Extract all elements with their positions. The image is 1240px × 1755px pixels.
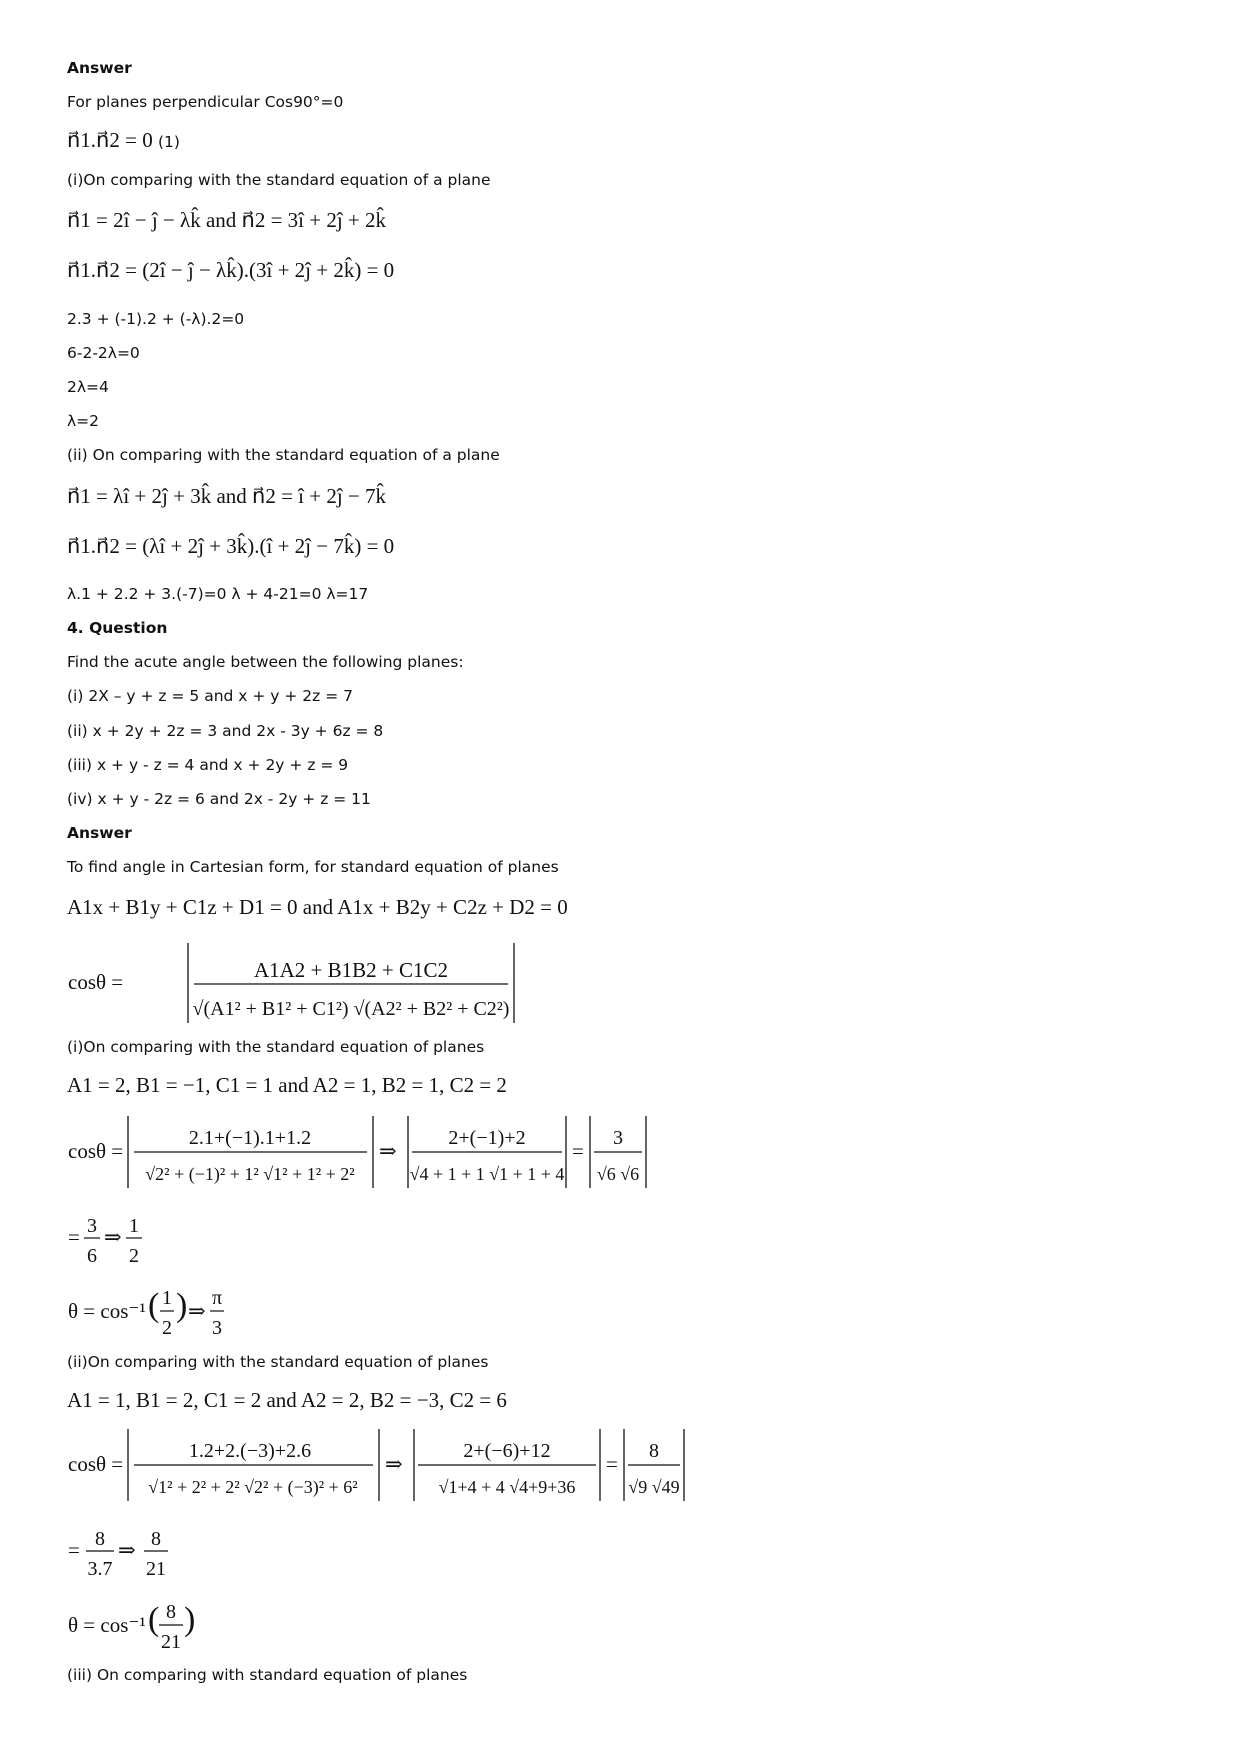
fraction-denominator: 6 [87,1245,97,1267]
plane-equations: A1x + B1y + C1z + D1 = 0 and A1x + B2y + C2z + D2 = 0 [67,895,568,919]
svg-text:(: ( [148,1601,160,1638]
fraction-numerator: π [211,1287,223,1309]
fraction-denominator: 2 [129,1245,139,1267]
svg-text:=: = [606,1452,618,1476]
answer-heading: Answer [67,59,132,77]
svg-text:⇒: ⇒ [118,1538,136,1562]
question-part: (ii) x + 2y + 2z = 3 and 2x - 3y + 6z = 8 [67,722,384,740]
comparison-text: (ii) On comparing with the standard equation of a plane [67,446,500,464]
fraction-numerator: 8 [649,1440,659,1462]
svg-text:=: = [68,1225,80,1249]
dot-product-equation: n⃗1.n⃗2 = (2î − ĵ − λk̂).(3î + 2ĵ + 2k̂) = 0 [67,258,395,282]
cos-calculation [60,1425,700,1505]
svg-text:=: = [572,1139,584,1163]
normal-vectors-equation: n⃗1 = λî + 2ĵ + 3k̂ and n⃗2 = î + 2ĵ − 7k̂ [67,484,387,508]
question-part: (i) 2X – y + z = 5 and x + y + 2z = 7 [67,687,354,705]
fraction-denominator: √9 √49 [628,1477,680,1497]
fraction-denominator: 21 [146,1558,166,1580]
formula-numerator: A1A2 + B1B2 + C1C2 [253,958,449,982]
fraction-numerator: 8 [151,1528,161,1550]
fraction-denominator: 3 [212,1317,222,1339]
cartesian-intro: To find angle in Cartesian form, for standard equation of planes [67,858,559,876]
theta-lhs: θ = cos⁻¹ [68,1299,146,1323]
normal-vectors-equation: n⃗1 = 2î − ĵ − λk̂ and n⃗2 = 3î + 2ĵ + 2k̂ [67,208,387,232]
svg-text:): ) [184,1601,196,1638]
comparison-text: (iii) On comparing with standard equation of planes [67,1666,468,1684]
equation-text: n⃗1.n⃗2 = 0 [67,128,153,152]
comparison-text: (ii)On comparing with the standard equation of planes [67,1353,489,1371]
question-part: (iv) x + y - 2z = 6 and 2x - 2y + z = 11 [67,790,371,808]
fraction-denominator: √1+4 + 4 √4+9+36 [438,1477,576,1497]
fraction-numerator: 1 [162,1287,172,1309]
step-line: 6-2-2λ=0 [67,344,140,362]
fraction-numerator: 2.1+(−1).1+1.2 [188,1127,312,1149]
fraction-numerator: 2+(−1)+2 [448,1127,526,1149]
coefficients: A1 = 2, B1 = −1, C1 = 1 and A2 = 1, B2 = 1, C2 = 2 [67,1073,507,1097]
fraction-denominator: √6 √6 [596,1164,640,1184]
fraction-numerator: 3 [87,1215,97,1237]
fraction-denominator: 21 [161,1631,181,1653]
svg-text:⇒: ⇒ [379,1139,397,1163]
fraction-numerator: 2+(−6)+12 [463,1440,551,1462]
cos-calculation [60,1112,660,1192]
comparison-text: (i)On comparing with the standard equation of a plane [67,171,491,189]
comparison-text: (i)On comparing with the standard equation of planes [67,1038,485,1056]
calc-lhs: cosθ = [68,1452,124,1476]
fraction-denominator: √2² + (−1)² + 1² √1² + 1² + 2² [145,1164,355,1184]
formula-denominator: √(A1² + B1² + C1²) √(A2² + B2² + C2²) [192,998,510,1020]
fraction-numerator: 8 [95,1528,105,1550]
question-text: Find the acute angle between the following planes: [67,653,464,671]
step-line: λ=2 [67,412,100,430]
question-heading: 4. Question [67,619,168,637]
fraction-denominator: √4 + 1 + 1 √1 + 1 + 4 [409,1164,565,1184]
simplified-fraction [60,1523,200,1583]
svg-text:=: = [68,1538,80,1562]
calc-lhs: cosθ = [68,1139,124,1163]
fraction-numerator: 1 [129,1215,139,1237]
step-line: 2λ=4 [67,378,109,396]
svg-text:⇒: ⇒ [104,1225,122,1249]
fraction-denominator: 3.7 [87,1558,113,1580]
fraction-denominator: 2 [162,1317,172,1339]
dot-product-equation: n⃗1.n⃗2 = (λî + 2ĵ + 3k̂).(î + 2ĵ − 7k̂) = 0 [67,534,395,558]
fraction-numerator: 1.2+2.(−3)+2.6 [188,1440,312,1462]
step-line: λ.1 + 2.2 + 3.(-7)=0 λ + 4-21=0 λ=17 [67,585,369,603]
question-part: (iii) x + y - z = 4 and x + 2y + z = 9 [67,756,349,774]
simplified-fraction [60,1210,180,1270]
theta-result [60,1282,260,1342]
fraction-numerator: 8 [166,1601,176,1623]
fraction-numerator: 3 [613,1127,623,1149]
angle-formula [60,937,540,1027]
formula-lhs: cosθ = [68,970,124,994]
equation-tag: (1) [157,133,180,151]
answer-heading: Answer [67,824,132,842]
perpendicular-condition: For planes perpendicular Cos90°=0 [67,93,344,111]
step-line: 2.3 + (-1).2 + (-λ).2=0 [67,310,245,328]
theta-lhs: θ = cos⁻¹ [68,1613,146,1637]
svg-text:⇒: ⇒ [188,1299,206,1323]
theta-result [60,1596,240,1656]
svg-text:(: ( [148,1287,160,1324]
svg-text:): ) [176,1287,188,1324]
svg-text:⇒: ⇒ [385,1452,403,1476]
coefficients: A1 = 1, B1 = 2, C1 = 2 and A2 = 2, B2 = −3, C2 = 6 [67,1388,507,1412]
fraction-denominator: √1² + 2² + 2² √2² + (−3)² + 6² [148,1477,358,1497]
equation-dot-product [67,130,180,151]
